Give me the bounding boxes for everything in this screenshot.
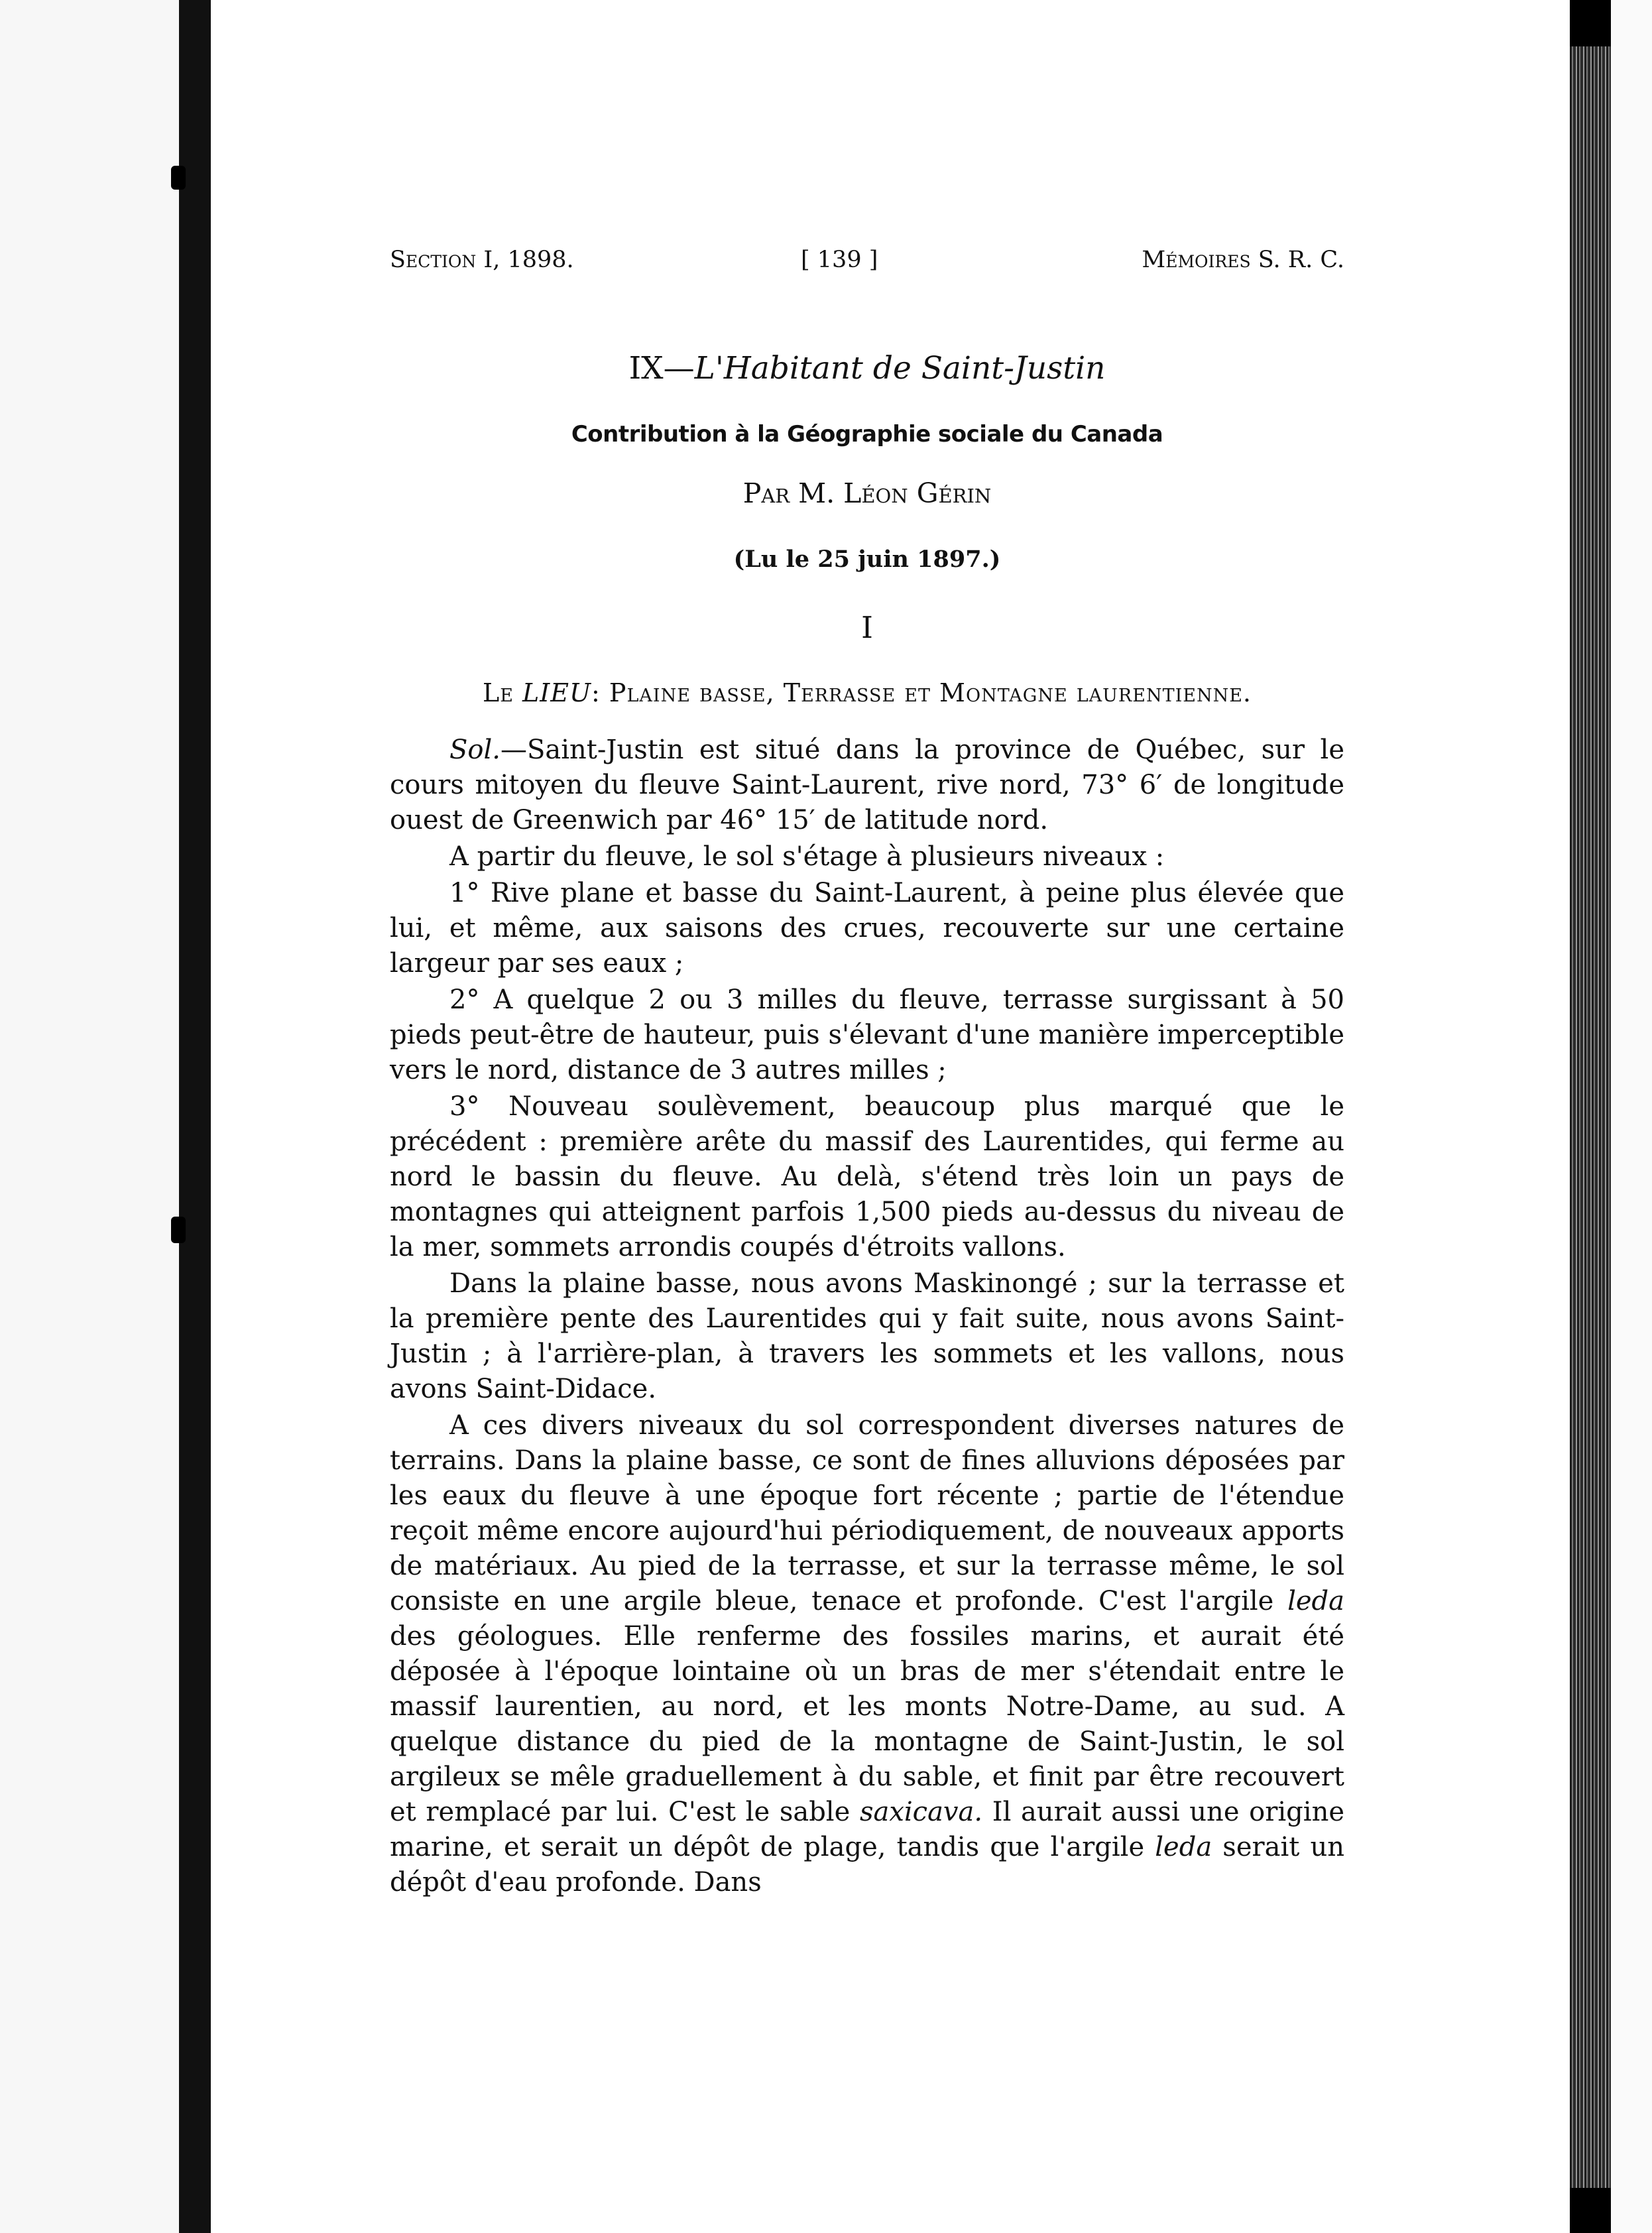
- section-numeral: I: [861, 610, 873, 645]
- book-gutter: [179, 0, 211, 2233]
- article-author: Par M. Léon Gérin: [742, 477, 992, 509]
- paragraph-italic-term: leda: [1155, 1832, 1212, 1862]
- article-number: IX—: [628, 350, 695, 387]
- page-number: [ 139 ]: [801, 247, 878, 273]
- paragraph-text: A ces divers niveaux du sol correspondent diverses natures de terrains. Dans la plaine basse, ce sont de fines alluvions déposées par les eaux du fleuve à une époque fort récente ; partie de l'étendue reçoit même encore aujourd'hui périodiquement, de nouveaux apports de matériaux. Au pied de la terrasse, et sur la terrasse même, le sol consiste en une argile bleue, tenace et profonde. C'est l'argile: [390, 1410, 1344, 1616]
- section-heading: [390, 678, 1344, 707]
- running-head: [390, 247, 1344, 286]
- binding-mark: [171, 1217, 186, 1243]
- paragraph-text: —Saint-Justin est situé dans la province de Québec, sur le cours mitoyen du fleuve Saint-Laurent, rive nord, 73° 6′ de longitude ouest de Greenwich par 46° 15′ de latitude nord.: [390, 735, 1344, 835]
- paragraph-lead: Sol.: [449, 735, 501, 765]
- right-margin: [1611, 0, 1652, 2233]
- article-title-text: L'Habitant de Saint-Justin: [694, 350, 1106, 387]
- running-head-publication: Mémoires S. R. C.: [1142, 247, 1344, 273]
- section-heading-italic: LIEU: [522, 678, 592, 707]
- paragraph: 2° A quelque 2 ou 3 milles du fleuve, terrasse surgissant à 50 pieds peut-être de hauteur, puis s'élevant d'une manière imperceptible vers le nord, distance de 3 autres milles ;: [390, 985, 1344, 1085]
- binding-mark: [171, 166, 186, 190]
- paragraph-italic-term: saxicava.: [859, 1797, 983, 1827]
- paragraph: A partir du fleuve, le sol s'étage à plusieurs niveaux :: [449, 841, 1165, 872]
- section-heading-prefix: Le: [483, 678, 523, 707]
- paragraph: 3° Nouveau soulèvement, beaucoup plus marqué que le précédent : première arête du massif des Laurentides, qui ferme au nord le bassin du fleuve. Au delà, s'étend très loin un pays de montagnes qui atteignent parfois 1,500 pieds au-dessus du niveau de la mer, sommets arrondis coupés d'étroits vallons.: [390, 1091, 1344, 1262]
- paragraph-text: Il aurait aussi une origine marine, et serait un dépôt de plage, tandis que l'argile: [390, 1797, 1344, 1862]
- paragraph: [390, 1408, 1344, 1900]
- read-date: (Lu le 25 juin 1897.): [733, 546, 1001, 573]
- paragraph-text: des géologues. Elle renferme des fossiles marins, et aurait été déposée à l'époque lointaine où un bras de mer s'étendait entre le massif laurentien, au nord, et les monts Notre-Dame, au sud. A quelque distance du pied de la montagne de Saint-Justin, le sol argileux se mêle graduellement à du sable, et finit par être recouvert et remplacé par lui. C'est le sable: [390, 1621, 1344, 1827]
- paragraph: Dans la plaine basse, nous avons Maskinongé ; sur la terrasse et la première pente des Laurentides qui y fait suite, nous avons Saint-Justin ; à l'arrière-plan, à travers les sommets et les vallons, nous avons Saint-Didace.: [390, 1268, 1344, 1404]
- page-fore-edge: [1570, 46, 1611, 2188]
- paragraph-text: serait un dépôt d'eau profonde. Dans: [390, 1832, 1344, 1898]
- article-title: [390, 350, 1344, 387]
- paragraph-italic-term: leda: [1287, 1586, 1344, 1616]
- running-head-section: Section I, 1898.: [390, 247, 574, 273]
- paragraph: 1° Rive plane et basse du Saint-Laurent, à peine plus élevée que lui, et même, aux saisons des crues, recouverte sur une certaine largeur par ses eaux ;: [390, 878, 1344, 979]
- body-text: [390, 733, 1344, 1900]
- article-subtitle: Contribution à la Géographie sociale du Canada: [571, 421, 1163, 448]
- paragraph: [390, 733, 1344, 838]
- section-heading-rest: : Plaine basse, Terrasse et Montagne laurentienne.: [591, 678, 1252, 707]
